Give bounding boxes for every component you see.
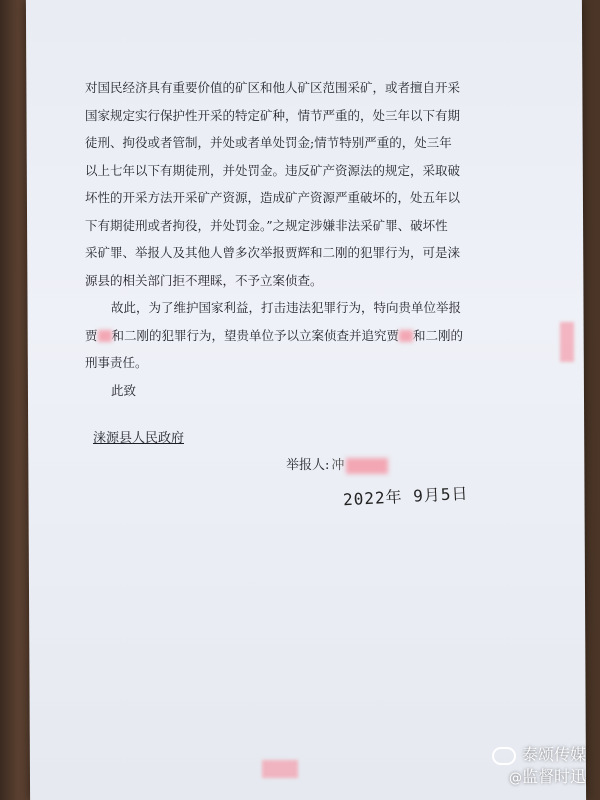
- body-line: 坏性的开采方法开采矿产资源，造成矿产资源严重破坏的，处五年以: [85, 190, 461, 205]
- body-line: 国家规定实行保护性开采的特定矿种，情节严重的，处三年以下有期: [85, 107, 461, 123]
- redaction-mark: [98, 330, 112, 342]
- letter-body: [85, 74, 505, 404]
- handwritten-date: 2022年 9月5日: [342, 483, 469, 510]
- closing-text: 此致: [111, 382, 137, 398]
- reporter-signature: 冲: [331, 458, 345, 473]
- redaction-mark: [399, 330, 413, 342]
- redaction-mark: [346, 458, 388, 474]
- body-line: 以上七年以下有期徒刑，并处罚金。违反矿产资源法的规定，采取破: [85, 162, 461, 178]
- redaction-mark: [560, 322, 574, 362]
- reporter-line: [286, 454, 388, 474]
- body-line: 源县的相关部门拒不理睬，不予立案侦查。: [85, 272, 323, 288]
- body-line: 故此，为了维护国家利益，打击违法犯罪行为，特向贵单位举报: [111, 300, 462, 315]
- body-line: 下有期徒刑或者拘役，并处罚金。”之规定涉嫌非法采矿罪、破坏性: [85, 217, 448, 233]
- at-icon: @: [508, 771, 522, 786]
- recipient: 涞源县人民政府: [93, 431, 185, 446]
- wechat-icon: [492, 747, 516, 765]
- body-line: 刑事责任。: [85, 355, 148, 370]
- redaction-mark: [262, 760, 298, 778]
- reporter-label: 举报人:: [286, 458, 330, 473]
- watermark-line-2: @监督时迅: [508, 767, 586, 786]
- body-line: 采矿罪、举报人及其他人曾多次举报贾辉和二刚的犯罪行为，可是涞: [85, 245, 461, 260]
- watermark-line-1: 泰颂传媒: [492, 744, 586, 766]
- body-line: 对国民经济具有重要价值的矿区和他人矿区范围采矿，或者擅自开采: [85, 80, 461, 95]
- body-line: 贾 和二刚的犯罪行为，望贵单位予以立案侦查并追究贾 和二刚的: [85, 327, 464, 343]
- body-line: 徒刑、拘役或者管制，并处或者单处罚金;情节特别严重的，处三年: [85, 135, 452, 150]
- watermark: [492, 744, 586, 790]
